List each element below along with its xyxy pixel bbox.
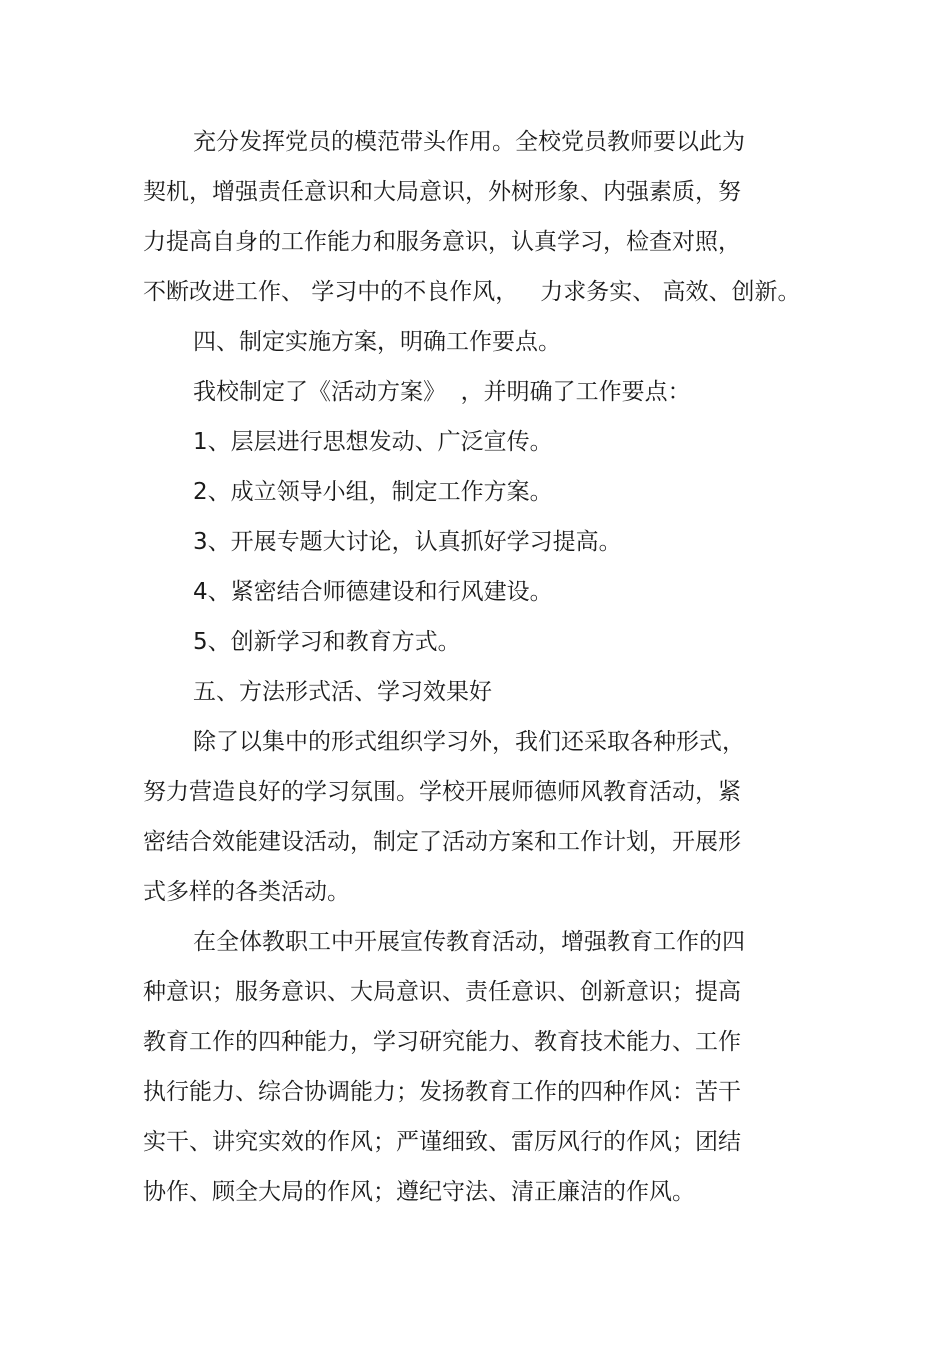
text-line: 我校制定了《活动方案》 ，并明确了工作要点： bbox=[193, 379, 691, 405]
section-heading: 五、方法形式活、学习效果好 bbox=[193, 679, 492, 705]
text-line: 执行能力、综合协调能力；发扬教育工作的四种作风：苦干 bbox=[143, 1079, 741, 1105]
list-item: 4、紧密结合师德建设和行风建设。 bbox=[193, 579, 553, 605]
text-line: 协作、顾全大局的作风；遵纪守法、清正廉洁的作风。 bbox=[143, 1179, 695, 1205]
list-item: 5、创新学习和教育方式。 bbox=[193, 629, 461, 655]
text-line: 密结合效能建设活动，制定了活动方案和工作计划，开展形 bbox=[143, 829, 741, 855]
list-item: 3、开展专题大讨论，认真抓好学习提高。 bbox=[193, 529, 622, 555]
text-line: 充分发挥党员的模范带头作用。全校党员教师要以此为 bbox=[193, 129, 745, 155]
text-line: 实干、讲究实效的作风；严谨细致、雷厉风行的作风；团结 bbox=[143, 1129, 741, 1155]
text-line: 力提高自身的工作能力和服务意识，认真学习，检查对照， bbox=[143, 229, 741, 255]
text-line: 教育工作的四种能力，学习研究能力、教育技术能力、工作 bbox=[143, 1029, 741, 1055]
text-line: 除了以集中的形式组织学习外，我们还采取各种形式， bbox=[193, 729, 745, 755]
text-line: 契机，增强责任意识和大局意识，外树形象、内强素质，努 bbox=[143, 179, 741, 205]
text-line: 努力营造良好的学习氛围。学校开展师德师风教育活动，紧 bbox=[143, 779, 741, 805]
text-line: 种意识；服务意识、大局意识、责任意识、创新意识；提高 bbox=[143, 979, 741, 1005]
text-line: 式多样的各类活动。 bbox=[143, 879, 350, 905]
text-line: 不断改进工作、 学习中的不良作风， 力求务实、 高效、创新。 bbox=[143, 279, 801, 305]
list-item: 1、层层进行思想发动、广泛宣传。 bbox=[193, 429, 553, 455]
list-item: 2、成立领导小组，制定工作方案。 bbox=[193, 479, 553, 505]
section-heading: 四、制定实施方案，明确工作要点。 bbox=[193, 329, 561, 355]
text-line: 在全体教职工中开展宣传教育活动，增强教育工作的四 bbox=[193, 929, 745, 955]
